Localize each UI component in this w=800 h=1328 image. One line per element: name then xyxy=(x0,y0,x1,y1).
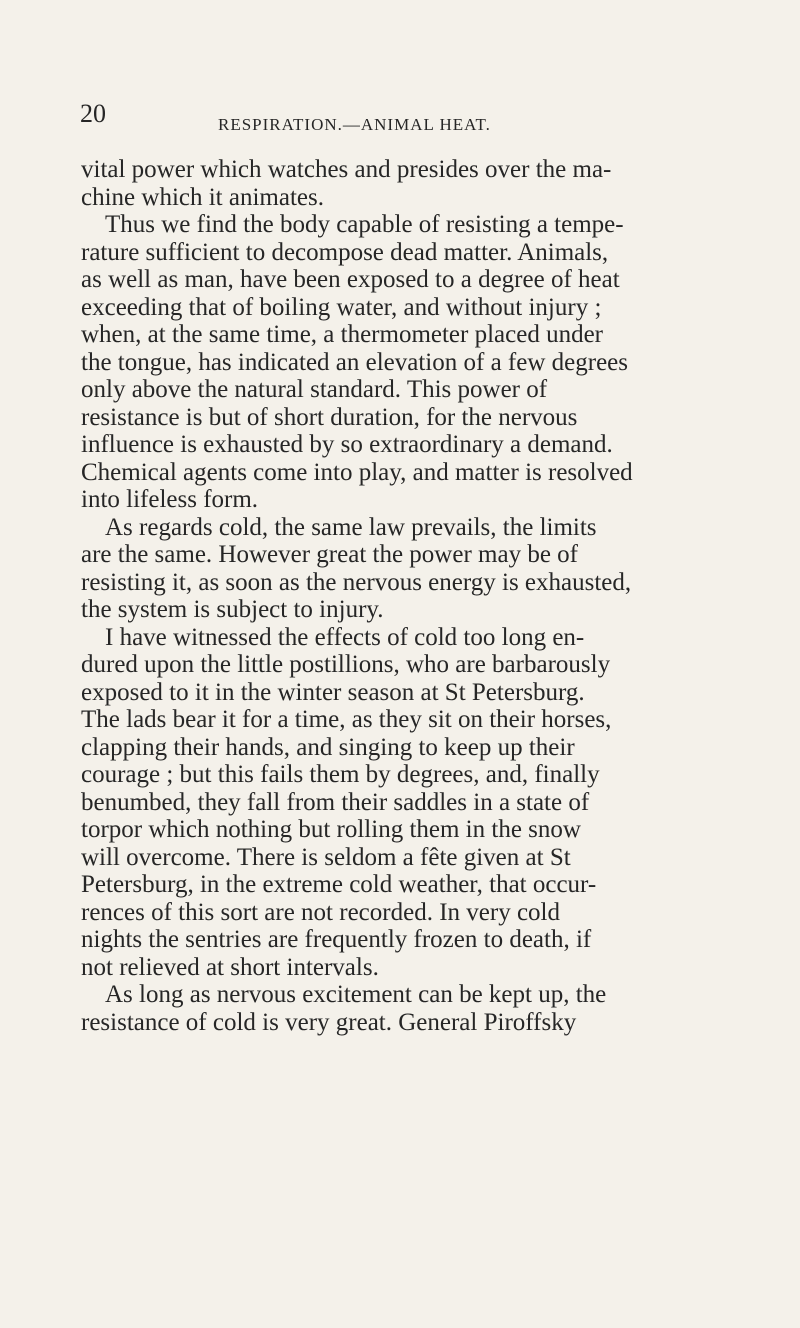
text-line: resistance is but of short duration, for the nervous xyxy=(81,403,578,431)
text-line: As regards cold, the same law prevails, the limits xyxy=(105,513,597,541)
text-line: Chemical agents come into play, and matter is resolved xyxy=(81,458,633,486)
paragraph xyxy=(81,981,796,1036)
paragraph xyxy=(81,514,796,624)
text-line: as well as man, have been exposed to a degree of heat xyxy=(81,266,620,293)
text-line: resisting it, as soon as the nervous energy is exhausted, xyxy=(81,568,632,596)
text-line: As long as nervous excitement can be kept up, the xyxy=(105,981,607,1008)
text-line: torpor which nothing but rolling them in the snow xyxy=(81,816,581,843)
text-line: courage ; but this fails them by degrees, and, finally xyxy=(81,761,600,788)
text-line: will overcome. There is seldom a fête given at St xyxy=(81,843,571,871)
running-head: RESPIRATION.—ANIMAL HEAT. xyxy=(218,115,491,134)
text-line: exceeding that of boiling water, and without injury ; xyxy=(81,293,602,321)
text-line: rature sufficient to decompose dead matter. Animals, xyxy=(81,238,609,266)
text-line: I have witnessed the effects of cold too long en- xyxy=(105,623,585,651)
text-line: Petersburg, in the extreme cold weather, that occur- xyxy=(81,871,597,898)
body-text xyxy=(81,156,796,1036)
text-line: only above the natural standard. This power of xyxy=(81,376,548,403)
text-line: Thus we find the body capable of resisting a tempe- xyxy=(105,211,624,238)
text-line: vital power which watches and presides over the ma- xyxy=(81,156,612,183)
text-line: are the same. However great the power may be of xyxy=(81,541,578,568)
text-line: when, at the same time, a thermometer placed under xyxy=(81,321,604,348)
text-line: into lifeless form. xyxy=(81,486,259,513)
text-line: exposed to it in the winter season at St Petersburg. xyxy=(81,678,585,706)
text-line: nights the sentries are frequently frozen to death, if xyxy=(81,926,592,953)
text-line: The lads bear it for a time, as they sit on their horses, xyxy=(81,706,612,733)
text-line: chine which it animates. xyxy=(81,183,324,211)
text-line: the system is subject to injury. xyxy=(81,596,384,623)
text-line: benumbed, they fall from their saddles in a state of xyxy=(81,788,590,816)
text-line: influence is exhausted by so extraordinary a demand. xyxy=(81,431,613,458)
text-line: clapping their hands, and singing to keep up their xyxy=(81,733,575,761)
paragraph xyxy=(81,624,796,982)
text-line: not relieved at short intervals. xyxy=(81,953,379,981)
text-line: rences of this sort are not recorded. In very cold xyxy=(81,898,560,926)
text-line: resistance of cold is very great. General Piroffsky xyxy=(81,1008,577,1036)
paragraph xyxy=(81,156,796,211)
paragraph xyxy=(81,211,796,514)
page-number: 20 xyxy=(80,99,106,128)
text-line: the tongue, has indicated an elevation of a few degrees xyxy=(81,348,628,376)
text-line: dured upon the little postillions, who are barbarously xyxy=(81,651,611,678)
